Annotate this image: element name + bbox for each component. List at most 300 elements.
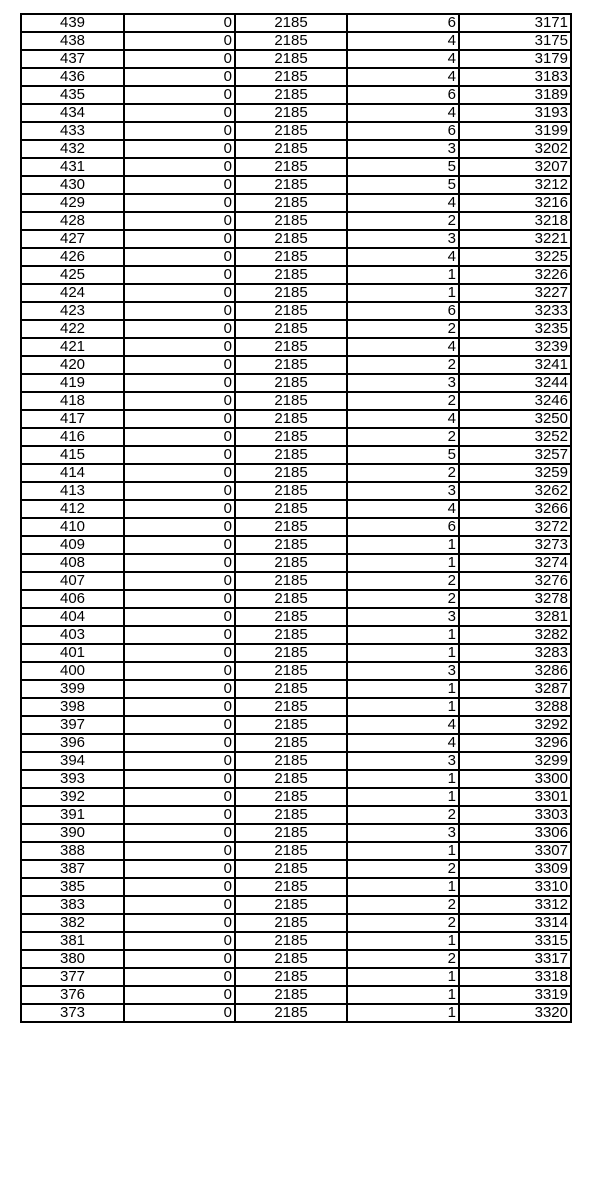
total-cell: 3241 [459, 356, 571, 374]
table-row [21, 626, 571, 644]
total-cell: 3315 [459, 932, 571, 950]
id-cell: 413 [21, 482, 124, 500]
total-cell: 3252 [459, 428, 571, 446]
id-cell: 425 [21, 266, 124, 284]
total-cell: 3287 [459, 680, 571, 698]
zero-cell: 0 [124, 356, 235, 374]
constant-cell: 2185 [235, 158, 347, 176]
zero-cell: 0 [124, 50, 235, 68]
zero-cell: 0 [124, 734, 235, 752]
table-row [21, 824, 571, 842]
total-cell: 3292 [459, 716, 571, 734]
zero-cell: 0 [124, 860, 235, 878]
count-cell: 2 [347, 914, 459, 932]
zero-cell: 0 [124, 392, 235, 410]
constant-cell: 2185 [235, 320, 347, 338]
zero-cell: 0 [124, 140, 235, 158]
id-cell: 394 [21, 752, 124, 770]
count-cell: 3 [347, 140, 459, 158]
zero-cell: 0 [124, 302, 235, 320]
total-cell: 3235 [459, 320, 571, 338]
table-row [21, 662, 571, 680]
constant-cell: 2185 [235, 32, 347, 50]
total-cell: 3193 [459, 104, 571, 122]
constant-cell: 2185 [235, 824, 347, 842]
constant-cell: 2185 [235, 230, 347, 248]
id-cell: 381 [21, 932, 124, 950]
constant-cell: 2185 [235, 788, 347, 806]
table-row [21, 122, 571, 140]
zero-cell: 0 [124, 68, 235, 86]
constant-cell: 2185 [235, 464, 347, 482]
constant-cell: 2185 [235, 1004, 347, 1022]
constant-cell: 2185 [235, 806, 347, 824]
total-cell: 3273 [459, 536, 571, 554]
zero-cell: 0 [124, 698, 235, 716]
table-row [21, 194, 571, 212]
table-row [21, 212, 571, 230]
constant-cell: 2185 [235, 302, 347, 320]
id-cell: 409 [21, 536, 124, 554]
total-cell: 3246 [459, 392, 571, 410]
constant-cell: 2185 [235, 446, 347, 464]
total-cell: 3283 [459, 644, 571, 662]
id-cell: 388 [21, 842, 124, 860]
table-row [21, 338, 571, 356]
zero-cell: 0 [124, 320, 235, 338]
constant-cell: 2185 [235, 392, 347, 410]
id-cell: 420 [21, 356, 124, 374]
total-cell: 3306 [459, 824, 571, 842]
total-cell: 3226 [459, 266, 571, 284]
total-cell: 3319 [459, 986, 571, 1004]
id-cell: 432 [21, 140, 124, 158]
zero-cell: 0 [124, 518, 235, 536]
zero-cell: 0 [124, 446, 235, 464]
id-cell: 380 [21, 950, 124, 968]
zero-cell: 0 [124, 104, 235, 122]
total-cell: 3212 [459, 176, 571, 194]
total-cell: 3227 [459, 284, 571, 302]
constant-cell: 2185 [235, 176, 347, 194]
total-cell: 3250 [459, 410, 571, 428]
total-cell: 3257 [459, 446, 571, 464]
zero-cell: 0 [124, 644, 235, 662]
table-row [21, 770, 571, 788]
zero-cell: 0 [124, 806, 235, 824]
table-row [21, 302, 571, 320]
table-row [21, 698, 571, 716]
zero-cell: 0 [124, 176, 235, 194]
count-cell: 1 [347, 644, 459, 662]
id-cell: 390 [21, 824, 124, 842]
table-row [21, 500, 571, 518]
id-cell: 436 [21, 68, 124, 86]
id-cell: 400 [21, 662, 124, 680]
total-cell: 3262 [459, 482, 571, 500]
count-cell: 1 [347, 626, 459, 644]
id-cell: 414 [21, 464, 124, 482]
zero-cell: 0 [124, 464, 235, 482]
count-cell: 1 [347, 554, 459, 572]
total-cell: 3207 [459, 158, 571, 176]
constant-cell: 2185 [235, 266, 347, 284]
table-row [21, 950, 571, 968]
id-cell: 376 [21, 986, 124, 1004]
constant-cell: 2185 [235, 572, 347, 590]
table-row [21, 734, 571, 752]
total-cell: 3216 [459, 194, 571, 212]
count-cell: 6 [347, 122, 459, 140]
count-cell: 4 [347, 248, 459, 266]
constant-cell: 2185 [235, 194, 347, 212]
total-cell: 3175 [459, 32, 571, 50]
count-cell: 4 [347, 716, 459, 734]
constant-cell: 2185 [235, 104, 347, 122]
id-cell: 431 [21, 158, 124, 176]
table-row [21, 752, 571, 770]
total-cell: 3218 [459, 212, 571, 230]
table-row [21, 104, 571, 122]
zero-cell: 0 [124, 986, 235, 1004]
id-cell: 408 [21, 554, 124, 572]
zero-cell: 0 [124, 86, 235, 104]
id-cell: 391 [21, 806, 124, 824]
total-cell: 3179 [459, 50, 571, 68]
id-cell: 430 [21, 176, 124, 194]
constant-cell: 2185 [235, 140, 347, 158]
count-cell: 2 [347, 356, 459, 374]
zero-cell: 0 [124, 680, 235, 698]
id-cell: 438 [21, 32, 124, 50]
count-cell: 3 [347, 608, 459, 626]
zero-cell: 0 [124, 716, 235, 734]
zero-cell: 0 [124, 572, 235, 590]
total-cell: 3314 [459, 914, 571, 932]
count-cell: 3 [347, 230, 459, 248]
zero-cell: 0 [124, 878, 235, 896]
constant-cell: 2185 [235, 878, 347, 896]
constant-cell: 2185 [235, 428, 347, 446]
id-cell: 423 [21, 302, 124, 320]
total-cell: 3221 [459, 230, 571, 248]
zero-cell: 0 [124, 212, 235, 230]
zero-cell: 0 [124, 284, 235, 302]
zero-cell: 0 [124, 950, 235, 968]
count-cell: 6 [347, 518, 459, 536]
count-cell: 4 [347, 68, 459, 86]
zero-cell: 0 [124, 1004, 235, 1022]
total-cell: 3310 [459, 878, 571, 896]
total-cell: 3272 [459, 518, 571, 536]
table-row [21, 968, 571, 986]
count-cell: 1 [347, 266, 459, 284]
id-cell: 383 [21, 896, 124, 914]
total-cell: 3299 [459, 752, 571, 770]
constant-cell: 2185 [235, 410, 347, 428]
table-row [21, 608, 571, 626]
table-body [21, 14, 571, 1022]
table-row [21, 374, 571, 392]
id-cell: 433 [21, 122, 124, 140]
constant-cell: 2185 [235, 284, 347, 302]
constant-cell: 2185 [235, 932, 347, 950]
id-cell: 393 [21, 770, 124, 788]
count-cell: 4 [347, 338, 459, 356]
count-cell: 3 [347, 662, 459, 680]
id-cell: 416 [21, 428, 124, 446]
total-cell: 3281 [459, 608, 571, 626]
total-cell: 3266 [459, 500, 571, 518]
table-row [21, 320, 571, 338]
table-row [21, 176, 571, 194]
zero-cell: 0 [124, 932, 235, 950]
count-cell: 2 [347, 950, 459, 968]
id-cell: 377 [21, 968, 124, 986]
table-row [21, 788, 571, 806]
total-cell: 3259 [459, 464, 571, 482]
constant-cell: 2185 [235, 770, 347, 788]
table-row [21, 1004, 571, 1022]
constant-cell: 2185 [235, 212, 347, 230]
total-cell: 3320 [459, 1004, 571, 1022]
table-row [21, 986, 571, 1004]
table-row [21, 482, 571, 500]
id-cell: 435 [21, 86, 124, 104]
constant-cell: 2185 [235, 518, 347, 536]
table-row [21, 158, 571, 176]
table-row [21, 356, 571, 374]
id-cell: 412 [21, 500, 124, 518]
id-cell: 424 [21, 284, 124, 302]
total-cell: 3233 [459, 302, 571, 320]
count-cell: 4 [347, 500, 459, 518]
id-cell: 419 [21, 374, 124, 392]
id-cell: 406 [21, 590, 124, 608]
id-cell: 439 [21, 14, 124, 32]
constant-cell: 2185 [235, 68, 347, 86]
table-row [21, 518, 571, 536]
total-cell: 3183 [459, 68, 571, 86]
id-cell: 382 [21, 914, 124, 932]
constant-cell: 2185 [235, 986, 347, 1004]
total-cell: 3278 [459, 590, 571, 608]
constant-cell: 2185 [235, 698, 347, 716]
count-cell: 3 [347, 752, 459, 770]
total-cell: 3307 [459, 842, 571, 860]
total-cell: 3301 [459, 788, 571, 806]
id-cell: 397 [21, 716, 124, 734]
count-cell: 6 [347, 14, 459, 32]
table-row [21, 68, 571, 86]
count-cell: 1 [347, 284, 459, 302]
id-cell: 421 [21, 338, 124, 356]
constant-cell: 2185 [235, 680, 347, 698]
zero-cell: 0 [124, 968, 235, 986]
table-row [21, 806, 571, 824]
table-row [21, 284, 571, 302]
total-cell: 3318 [459, 968, 571, 986]
total-cell: 3244 [459, 374, 571, 392]
id-cell: 410 [21, 518, 124, 536]
constant-cell: 2185 [235, 608, 347, 626]
table-row [21, 644, 571, 662]
constant-cell: 2185 [235, 500, 347, 518]
constant-cell: 2185 [235, 950, 347, 968]
zero-cell: 0 [124, 914, 235, 932]
count-cell: 6 [347, 86, 459, 104]
constant-cell: 2185 [235, 968, 347, 986]
count-cell: 2 [347, 464, 459, 482]
zero-cell: 0 [124, 536, 235, 554]
count-cell: 2 [347, 590, 459, 608]
constant-cell: 2185 [235, 554, 347, 572]
id-cell: 434 [21, 104, 124, 122]
constant-cell: 2185 [235, 338, 347, 356]
count-cell: 1 [347, 1004, 459, 1022]
total-cell: 3317 [459, 950, 571, 968]
count-cell: 3 [347, 824, 459, 842]
zero-cell: 0 [124, 500, 235, 518]
data-table [20, 13, 572, 1023]
constant-cell: 2185 [235, 248, 347, 266]
table-row [21, 554, 571, 572]
count-cell: 5 [347, 158, 459, 176]
total-cell: 3202 [459, 140, 571, 158]
id-cell: 437 [21, 50, 124, 68]
table-row [21, 842, 571, 860]
total-cell: 3276 [459, 572, 571, 590]
id-cell: 407 [21, 572, 124, 590]
count-cell: 2 [347, 572, 459, 590]
table-row [21, 14, 571, 32]
total-cell: 3309 [459, 860, 571, 878]
constant-cell: 2185 [235, 842, 347, 860]
constant-cell: 2185 [235, 374, 347, 392]
count-cell: 3 [347, 482, 459, 500]
constant-cell: 2185 [235, 122, 347, 140]
zero-cell: 0 [124, 896, 235, 914]
zero-cell: 0 [124, 554, 235, 572]
count-cell: 4 [347, 104, 459, 122]
total-cell: 3296 [459, 734, 571, 752]
count-cell: 5 [347, 176, 459, 194]
table-row [21, 464, 571, 482]
constant-cell: 2185 [235, 860, 347, 878]
id-cell: 404 [21, 608, 124, 626]
zero-cell: 0 [124, 158, 235, 176]
constant-cell: 2185 [235, 356, 347, 374]
constant-cell: 2185 [235, 644, 347, 662]
count-cell: 2 [347, 392, 459, 410]
constant-cell: 2185 [235, 914, 347, 932]
id-cell: 422 [21, 320, 124, 338]
table-row [21, 266, 571, 284]
constant-cell: 2185 [235, 590, 347, 608]
count-cell: 2 [347, 212, 459, 230]
constant-cell: 2185 [235, 752, 347, 770]
count-cell: 2 [347, 896, 459, 914]
id-cell: 429 [21, 194, 124, 212]
table-row [21, 932, 571, 950]
id-cell: 427 [21, 230, 124, 248]
total-cell: 3171 [459, 14, 571, 32]
table-row [21, 248, 571, 266]
table-row [21, 914, 571, 932]
table-row [21, 50, 571, 68]
zero-cell: 0 [124, 608, 235, 626]
count-cell: 1 [347, 536, 459, 554]
zero-cell: 0 [124, 374, 235, 392]
id-cell: 385 [21, 878, 124, 896]
zero-cell: 0 [124, 662, 235, 680]
total-cell: 3303 [459, 806, 571, 824]
count-cell: 1 [347, 698, 459, 716]
id-cell: 415 [21, 446, 124, 464]
constant-cell: 2185 [235, 536, 347, 554]
count-cell: 2 [347, 860, 459, 878]
zero-cell: 0 [124, 410, 235, 428]
constant-cell: 2185 [235, 734, 347, 752]
total-cell: 3286 [459, 662, 571, 680]
constant-cell: 2185 [235, 896, 347, 914]
count-cell: 2 [347, 806, 459, 824]
count-cell: 1 [347, 878, 459, 896]
total-cell: 3274 [459, 554, 571, 572]
zero-cell: 0 [124, 428, 235, 446]
zero-cell: 0 [124, 122, 235, 140]
zero-cell: 0 [124, 824, 235, 842]
count-cell: 1 [347, 842, 459, 860]
count-cell: 4 [347, 734, 459, 752]
id-cell: 403 [21, 626, 124, 644]
zero-cell: 0 [124, 32, 235, 50]
table-row [21, 716, 571, 734]
zero-cell: 0 [124, 266, 235, 284]
constant-cell: 2185 [235, 50, 347, 68]
zero-cell: 0 [124, 752, 235, 770]
count-cell: 4 [347, 410, 459, 428]
id-cell: 387 [21, 860, 124, 878]
total-cell: 3300 [459, 770, 571, 788]
table-row [21, 410, 571, 428]
id-cell: 417 [21, 410, 124, 428]
table-row [21, 590, 571, 608]
count-cell: 2 [347, 320, 459, 338]
zero-cell: 0 [124, 338, 235, 356]
count-cell: 1 [347, 932, 459, 950]
id-cell: 426 [21, 248, 124, 266]
count-cell: 4 [347, 50, 459, 68]
zero-cell: 0 [124, 590, 235, 608]
count-cell: 2 [347, 428, 459, 446]
zero-cell: 0 [124, 626, 235, 644]
total-cell: 3282 [459, 626, 571, 644]
zero-cell: 0 [124, 14, 235, 32]
table-row [21, 896, 571, 914]
table-row [21, 680, 571, 698]
table-row [21, 572, 571, 590]
count-cell: 1 [347, 680, 459, 698]
count-cell: 4 [347, 194, 459, 212]
table-row [21, 392, 571, 410]
count-cell: 1 [347, 770, 459, 788]
total-cell: 3239 [459, 338, 571, 356]
zero-cell: 0 [124, 230, 235, 248]
constant-cell: 2185 [235, 626, 347, 644]
zero-cell: 0 [124, 248, 235, 266]
count-cell: 1 [347, 788, 459, 806]
